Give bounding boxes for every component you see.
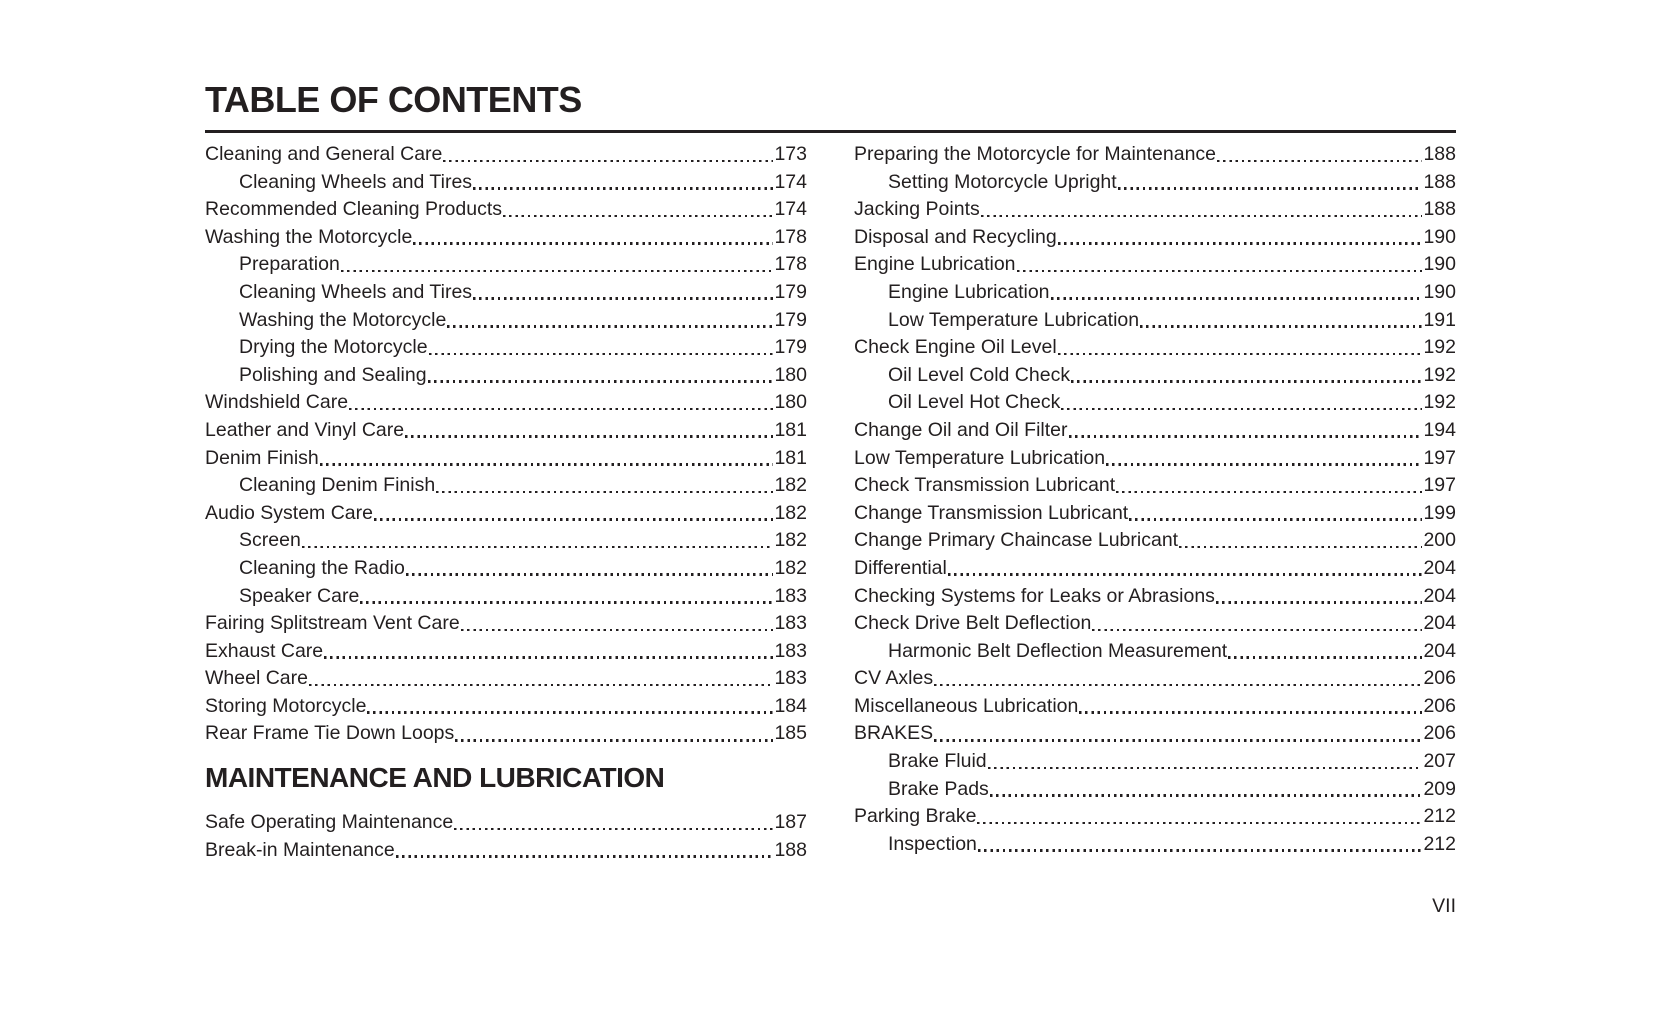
dot-leader	[405, 435, 773, 438]
dot-leader	[320, 463, 774, 466]
toc-entry-label: CV Axles	[854, 667, 934, 690]
dot-leader	[1051, 297, 1423, 300]
toc-entry-label: Recommended Cleaning Products	[205, 198, 502, 221]
toc-entry-page: 191	[1423, 308, 1456, 331]
toc-entry-label: Change Transmission Lubricant	[854, 501, 1129, 524]
toc-entry-page: 187	[774, 811, 807, 834]
toc-entry-label: Storing Motorcycle	[205, 694, 367, 717]
toc-entry	[205, 196, 807, 224]
dot-leader	[981, 215, 1423, 218]
dot-leader	[934, 684, 1422, 687]
toc-entry-page: 192	[1423, 363, 1456, 386]
toc-entry-page: 188	[1423, 143, 1456, 165]
toc-entry	[854, 362, 1456, 390]
toc-entry-label: Windshield Care	[205, 391, 349, 414]
dot-leader	[1061, 408, 1422, 411]
toc-entry-label: Oil Level Cold Check	[888, 363, 1071, 386]
dot-leader	[302, 546, 774, 549]
toc-entry-page: 178	[774, 253, 807, 276]
toc-entry-label: Check Drive Belt Deflection	[854, 612, 1092, 635]
dot-leader	[1116, 491, 1422, 494]
dot-leader	[374, 518, 773, 521]
dot-leader	[1058, 242, 1423, 245]
dot-leader	[473, 297, 773, 300]
dot-leader	[948, 573, 1423, 576]
toc-entry-page: 209	[1423, 777, 1456, 800]
toc-entry-page: 204	[1423, 612, 1456, 635]
dot-leader	[1058, 353, 1423, 356]
toc-entry-label: Screen	[239, 529, 301, 552]
toc-entry	[205, 693, 807, 721]
toc-entry-label: Break-in Maintenance	[205, 838, 395, 861]
toc-entry	[854, 389, 1456, 417]
toc-entry-label: Preparing the Motorcycle for Maintenance	[854, 143, 1217, 165]
dot-leader	[934, 739, 1422, 742]
toc-entry-page: 174	[774, 198, 807, 221]
toc-entry-page: 206	[1423, 667, 1456, 690]
toc-entry	[205, 224, 807, 252]
toc-entry-page: 206	[1423, 694, 1456, 717]
toc-entry-page: 185	[774, 722, 807, 745]
toc-entry-label: Fairing Splitstream Vent Care	[205, 612, 460, 635]
toc-entry	[854, 472, 1456, 500]
dot-leader	[413, 242, 773, 245]
toc-entry	[205, 445, 807, 473]
toc-entry	[854, 334, 1456, 362]
dot-leader	[1017, 270, 1423, 273]
toc-entry-label: Wheel Care	[205, 667, 308, 690]
toc-entry-page: 183	[774, 612, 807, 635]
dot-leader	[367, 711, 773, 714]
toc-entry-label: Cleaning Wheels and Tires	[239, 280, 473, 303]
dot-leader	[1071, 380, 1422, 383]
toc-entry	[854, 279, 1456, 307]
toc-entry-page: 200	[1423, 529, 1456, 552]
toc-entry-label: Oil Level Hot Check	[888, 391, 1061, 414]
toc-entry-label: Low Temperature Lubrication	[854, 446, 1106, 469]
toc-entry-label: Leather and Vinyl Care	[205, 418, 405, 441]
toc-entry-page: 182	[774, 474, 807, 497]
toc-entry-label: Change Oil and Oil Filter	[854, 418, 1068, 441]
toc-entry	[205, 389, 807, 417]
toc-entry-label: Exhaust Care	[205, 639, 324, 662]
toc-entry-label: Cleaning Wheels and Tires	[239, 170, 473, 193]
toc-entry-page: 194	[1423, 418, 1456, 441]
toc-entry-page: 207	[1423, 750, 1456, 773]
dot-leader	[1179, 546, 1422, 549]
toc-entry-page: 197	[1423, 474, 1456, 497]
toc-entry	[205, 279, 807, 307]
toc-section-heading: MAINTENANCE AND LUBRICATION	[205, 762, 665, 794]
toc-entry-label: Washing the Motorcycle	[239, 308, 447, 331]
toc-entry-page: 183	[774, 639, 807, 662]
toc-entry-page: 190	[1423, 253, 1456, 276]
toc-entry	[854, 141, 1456, 169]
toc-entry-page: 182	[774, 501, 807, 524]
toc-entry-label: Brake Pads	[888, 777, 989, 800]
dot-leader	[1118, 187, 1423, 190]
dot-leader	[1216, 601, 1423, 604]
toc-entry	[854, 665, 1456, 693]
toc-entry	[205, 334, 807, 362]
toc-column-left	[205, 141, 807, 864]
dot-leader	[341, 270, 774, 273]
toc-entry-page: 180	[774, 363, 807, 386]
toc-entry	[205, 610, 807, 638]
toc-entry-label: Cleaning the Radio	[239, 556, 405, 579]
dot-leader	[1092, 629, 1422, 632]
toc-entry	[205, 809, 807, 837]
toc-entry	[205, 555, 807, 583]
toc-entry-page: 174	[774, 170, 807, 193]
toc-entry	[854, 693, 1456, 721]
toc-entry	[205, 837, 807, 865]
toc-entry	[854, 831, 1456, 859]
toc-entry-label: Denim Finish	[205, 446, 319, 469]
toc-entry-page: 204	[1423, 584, 1456, 607]
toc-entry-page: 173	[774, 143, 807, 165]
toc-entry	[854, 720, 1456, 748]
toc-entry-page: 188	[1423, 198, 1456, 221]
toc-entry-label: Cleaning Denim Finish	[239, 474, 436, 497]
toc-entry	[205, 472, 807, 500]
toc-entry	[854, 610, 1456, 638]
dot-leader	[461, 629, 774, 632]
toc-entry-page: 197	[1423, 446, 1456, 469]
toc-entry-page: 181	[774, 446, 807, 469]
dot-leader	[988, 767, 1423, 770]
dot-leader	[978, 849, 1423, 852]
toc-entry-label: Low Temperature Lubrication	[888, 308, 1140, 331]
toc-entry-label: Parking Brake	[854, 805, 977, 828]
dot-leader	[447, 325, 773, 328]
toc-entry-page: 204	[1423, 556, 1456, 579]
toc-entry	[205, 251, 807, 279]
toc-entry	[854, 417, 1456, 445]
title-rule-divider	[205, 130, 1456, 133]
toc-entry-page: 192	[1423, 391, 1456, 414]
toc-entry	[854, 251, 1456, 279]
dot-leader	[1228, 656, 1422, 659]
dot-leader	[1106, 463, 1422, 466]
toc-entry-label: Drying the Motorcycle	[239, 336, 428, 359]
toc-entry-label: Disposal and Recycling	[854, 225, 1057, 248]
dot-leader	[1079, 711, 1422, 714]
toc-entry-label: Checking Systems for Leaks or Abrasions	[854, 584, 1215, 607]
toc-entry-label: Differential	[854, 556, 947, 579]
toc-entry-label: Audio System Care	[205, 501, 373, 524]
toc-entry	[205, 527, 807, 555]
toc-entry-page: 179	[774, 308, 807, 331]
toc-entry	[854, 527, 1456, 555]
toc-columns	[205, 141, 1456, 864]
toc-entry	[205, 638, 807, 666]
toc-entry-page: 178	[774, 225, 807, 248]
toc-entry	[854, 555, 1456, 583]
toc-entry-label: Harmonic Belt Deflection Measurement	[888, 639, 1228, 662]
toc-entry-label: Speaker Care	[239, 584, 360, 607]
toc-entry-label: Setting Motorcycle Upright	[888, 170, 1117, 193]
toc-entry	[854, 445, 1456, 473]
toc-entry	[854, 583, 1456, 611]
toc-entry	[205, 720, 807, 748]
toc-entry-label: Safe Operating Maintenance	[205, 811, 454, 834]
dot-leader	[360, 601, 773, 604]
toc-entry-label: BRAKES	[854, 722, 934, 745]
toc-entry	[205, 665, 807, 693]
toc-entry	[854, 748, 1456, 776]
toc-entry-label: Miscellaneous Lubrication	[854, 694, 1079, 717]
dot-leader	[455, 739, 773, 742]
toc-entry-label: Inspection	[888, 832, 977, 855]
dot-leader	[1069, 435, 1423, 438]
toc-entry-page: 188	[1423, 170, 1456, 193]
toc-entry-page: 212	[1423, 805, 1456, 828]
toc-entry-label: Change Primary Chaincase Lubricant	[854, 529, 1179, 552]
toc-entry-page: 181	[774, 418, 807, 441]
dot-leader	[454, 828, 773, 831]
toc-column-right	[854, 141, 1456, 864]
dot-leader	[429, 353, 774, 356]
toc-entry-label: Check Engine Oil Level	[854, 336, 1057, 359]
toc-entry-label: Preparation	[239, 253, 340, 276]
dot-leader	[406, 573, 774, 576]
toc-entry-page: 182	[774, 529, 807, 552]
toc-entry-page: 184	[774, 694, 807, 717]
toc-entry	[854, 500, 1456, 528]
dot-leader	[324, 656, 773, 659]
dot-leader	[977, 822, 1422, 825]
toc-entry-page: 190	[1423, 280, 1456, 303]
toc-entry	[854, 638, 1456, 666]
folio-page-number: VII	[1432, 895, 1456, 917]
toc-entry	[205, 307, 807, 335]
toc-entry-page: 199	[1423, 501, 1456, 524]
toc-entry-page: 190	[1423, 225, 1456, 248]
dot-leader	[1140, 325, 1422, 328]
toc-entry-label: Engine Lubrication	[888, 280, 1050, 303]
toc-entry-page: 188	[774, 838, 807, 861]
toc-entry	[854, 169, 1456, 197]
dot-leader	[443, 160, 773, 163]
toc-entry-label: Check Transmission Lubricant	[854, 474, 1116, 497]
toc-entry-page: 180	[774, 391, 807, 414]
toc-entry	[205, 500, 807, 528]
toc-entry-page: 212	[1423, 832, 1456, 855]
toc-entry-page: 204	[1423, 639, 1456, 662]
toc-entry	[854, 196, 1456, 224]
dot-leader	[396, 855, 774, 858]
toc-entry	[205, 417, 807, 445]
dot-leader	[1217, 160, 1422, 163]
toc-entry-label: Brake Fluid	[888, 750, 987, 773]
toc-entry	[854, 803, 1456, 831]
dot-leader	[503, 215, 773, 218]
toc-entry	[854, 307, 1456, 335]
dot-leader	[428, 380, 774, 383]
dot-leader	[990, 794, 1423, 797]
toc-entry	[205, 141, 807, 169]
toc-entry-page: 179	[774, 280, 807, 303]
toc-entry	[854, 776, 1456, 804]
dot-leader	[473, 187, 773, 190]
dot-leader	[436, 491, 773, 494]
toc-entry-page: 206	[1423, 722, 1456, 745]
toc-entry-page: 192	[1423, 336, 1456, 359]
dot-leader	[1129, 518, 1422, 521]
toc-entry-label: Engine Lubrication	[854, 253, 1016, 276]
toc-entry-page: 183	[774, 584, 807, 607]
toc-entry	[205, 169, 807, 197]
toc-entry	[854, 224, 1456, 252]
toc-entry-page: 179	[774, 336, 807, 359]
toc-entry-label: Jacking Points	[854, 198, 980, 221]
toc-entry	[205, 583, 807, 611]
toc-entry-label: Washing the Motorcycle	[205, 225, 413, 248]
toc-entry-label: Cleaning and General Care	[205, 143, 443, 165]
toc-entry-label: Rear Frame Tie Down Loops	[205, 722, 455, 745]
dot-leader	[309, 684, 773, 687]
page-title: TABLE OF CONTENTS	[205, 79, 582, 120]
toc-entry	[205, 362, 807, 390]
dot-leader	[349, 408, 773, 411]
toc-entry-page: 183	[774, 667, 807, 690]
toc-entry-label: Polishing and Sealing	[239, 363, 427, 386]
toc-entry-page: 182	[774, 556, 807, 579]
